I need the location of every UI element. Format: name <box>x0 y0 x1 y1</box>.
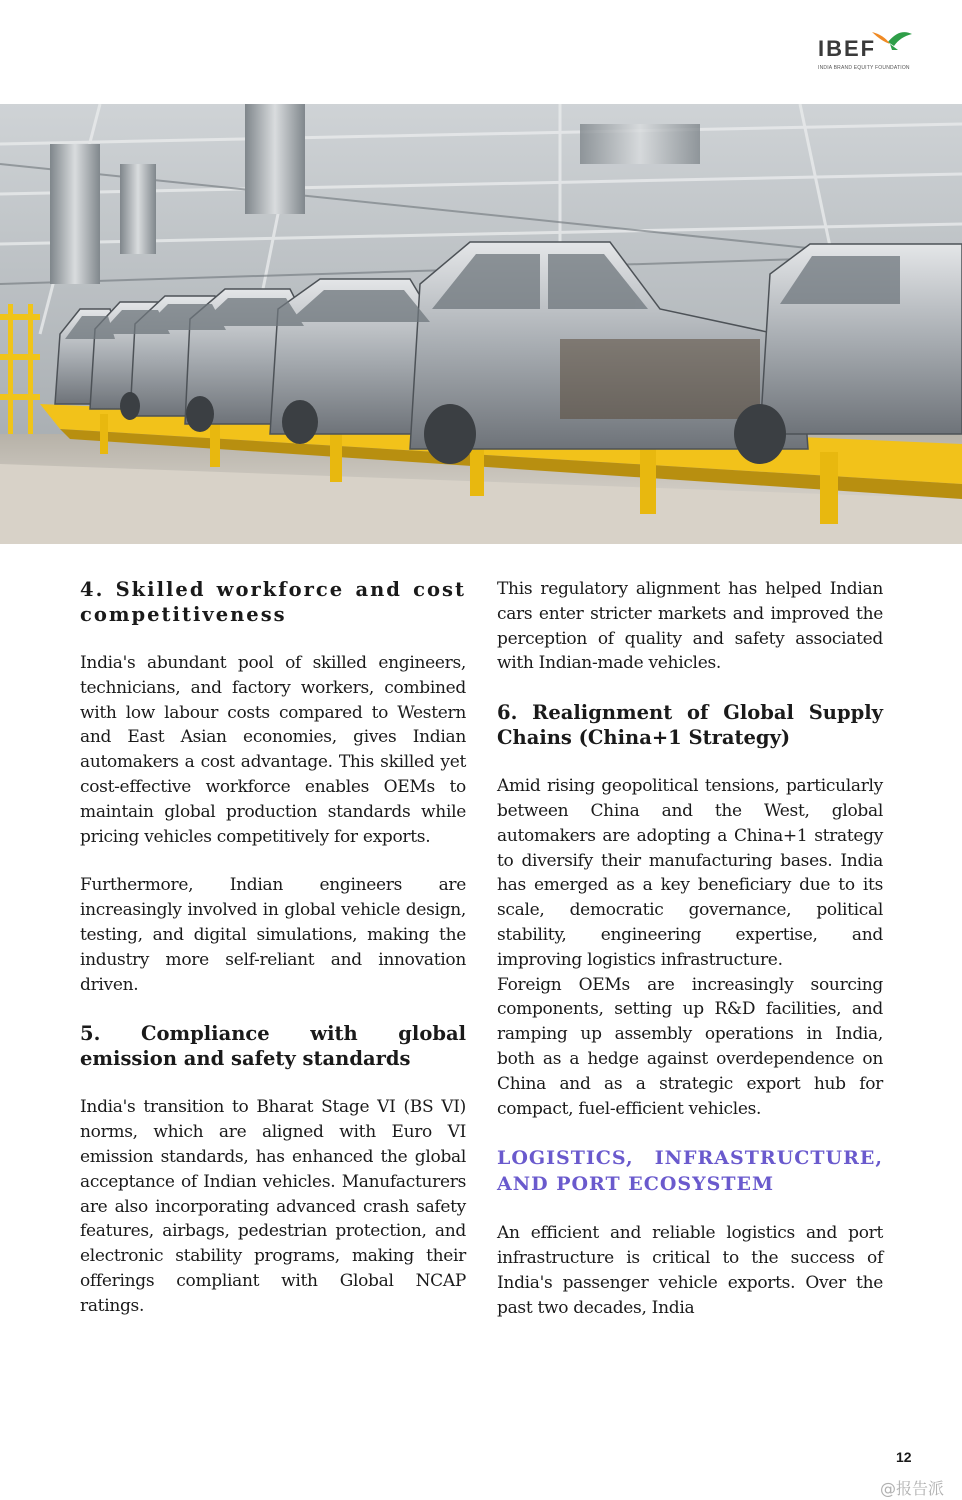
logo-subtitle: INDIA BRAND EQUITY FOUNDATION <box>818 65 910 71</box>
ibef-logo <box>818 28 918 76</box>
section-4-paragraph-2: Furthermore, Indian engineers are increasingly involved in global vehicle design, testing, and digital simulations, making the industry more self-reliant and innovation driven. <box>80 875 466 995</box>
right-column <box>497 577 883 1321</box>
section-5-paragraph-1: India's transition to Bharat Stage VI (BS VI) norms, which are aligned with Euro VI emission standards, has enhanced the global acceptance of Indian vehicles. Manufacturers are also incorporating advanced crash safety features, airbags, pedestrian protection, and electronic stability programs, making their offerings compliant with Global NCAP ratings. <box>80 1097 466 1316</box>
section-4-title: 4. Skilled workforce and cost competitiveness <box>80 578 466 626</box>
section-6-paragraph-1: Amid rising geopolitical tensions, particularly between China and the West, global automakers are adopting a China+1 strategy to diversify their manufacturing bases. India has emerged as a key beneficiary due to its scale, democratic governance, political stability, engineering expertise, and improving logistics infrastructure. <box>497 776 883 970</box>
section-5-title: 5. Compliance with global emission and safety standards <box>80 1022 466 1071</box>
logistics-paragraph-1: An efficient and reliable logistics and port infrastructure is critical to the success of India's passenger vehicle exports. Over the past two decades, India <box>497 1223 883 1318</box>
hero-image <box>0 104 962 544</box>
section-5-paragraph-2: This regulatory alignment has helped Indian cars enter stricter markets and improved the perception of quality and safety associated with Indian-made vehicles. <box>497 579 883 674</box>
assembly-line-illustration <box>0 104 962 544</box>
page-number: 12 <box>896 1449 912 1465</box>
logistics-heading: LOGISTICS, INFRASTRUCTURE, AND PORT ECOSYSTEM <box>497 1147 883 1196</box>
section-4-paragraph-1: India's abundant pool of skilled engineers, technicians, and factory workers, combined with low labour costs compared to Western and East Asian economies, gives Indian automakers a cost advantage. This skilled yet cost-effective workforce enables OEMs to maintain global production standards while pricing vehicles competitively for exports. <box>80 653 466 847</box>
logo-text: IBEF <box>818 36 877 61</box>
section-6-title: 6. Realignment of Global Supply Chains (China+1 Strategy) <box>497 701 883 750</box>
section-6-paragraph-2: Foreign OEMs are increasingly sourcing components, setting up R&D facilities, and ramping up assembly operations in India, both as a hedge against overdependence on China and as a strategic export hub for compact, fuel-efficient vehicles. <box>497 974 883 1119</box>
watermark: @报告派 <box>880 1479 945 1498</box>
left-column <box>80 577 466 1319</box>
